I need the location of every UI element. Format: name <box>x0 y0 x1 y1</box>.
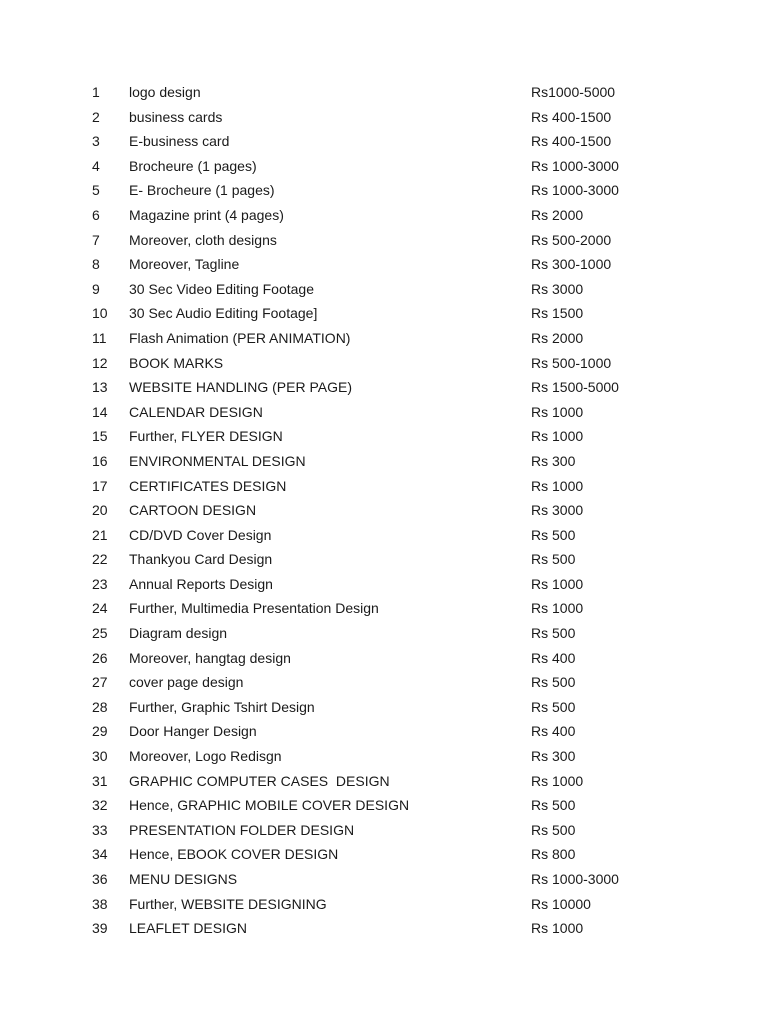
item-number: 28 <box>92 698 108 715</box>
list-item <box>0 328 768 353</box>
item-number: 32 <box>92 797 108 814</box>
list-item <box>0 402 768 427</box>
item-description: Further, WEBSITE DESIGNING <box>129 895 327 912</box>
item-description: Hence, EBOOK COVER DESIGN <box>129 846 339 863</box>
item-price: Rs 500-2000 <box>531 231 612 248</box>
item-price: Rs 1000 <box>531 428 584 445</box>
list-item <box>0 82 768 107</box>
list-item <box>0 648 768 673</box>
item-price: Rs 800 <box>531 846 576 863</box>
item-number: 21 <box>92 526 108 543</box>
item-price: Rs 1000 <box>531 575 584 592</box>
item-description: CARTOON DESIGN <box>129 502 257 519</box>
item-description: ENVIRONMENTAL DESIGN <box>129 452 306 469</box>
item-description: Brocheure (1 pages) <box>129 157 257 174</box>
list-item <box>0 426 768 451</box>
item-number: 20 <box>92 502 108 519</box>
item-price: Rs 500 <box>531 526 576 543</box>
item-description: Further, Graphic Tshirt Design <box>129 698 315 715</box>
item-description: Further, Multimedia Presentation Design <box>129 600 379 617</box>
list-item <box>0 107 768 132</box>
item-number: 5 <box>92 182 100 199</box>
item-number: 3 <box>92 133 100 150</box>
list-item <box>0 525 768 550</box>
list-item <box>0 746 768 771</box>
item-price: Rs 400-1500 <box>531 108 612 125</box>
item-description: MENU DESIGNS <box>129 871 238 887</box>
item-description: E-business card <box>129 133 230 150</box>
list-item <box>0 476 768 501</box>
list-item <box>0 303 768 328</box>
item-price: Rs 400 <box>531 649 576 666</box>
item-description: E- Brocheure (1 pages) <box>129 182 275 199</box>
item-number: 23 <box>92 575 108 592</box>
item-description: Magazine print (4 pages) <box>129 206 284 223</box>
item-price: Rs 2000 <box>531 206 584 223</box>
item-number: 11 <box>92 329 107 346</box>
item-price: Rs 500 <box>531 821 576 838</box>
item-description: PRESENTATION FOLDER DESIGN <box>129 821 355 838</box>
item-number: 36 <box>92 871 108 887</box>
list-item <box>0 230 768 255</box>
item-description: BOOK MARKS <box>129 354 224 371</box>
list-item <box>0 574 768 599</box>
item-number: 12 <box>92 354 108 371</box>
item-description: Door Hanger Design <box>129 723 257 740</box>
item-price: Rs 500-1000 <box>531 354 612 371</box>
list-item <box>0 844 768 869</box>
item-number: 29 <box>92 723 108 740</box>
item-number: 30 <box>92 748 108 765</box>
item-description: Moreover, cloth designs <box>129 231 277 248</box>
item-price: Rs 500 <box>531 551 576 568</box>
list-item <box>0 598 768 623</box>
item-price: Rs 300-1000 <box>531 256 612 273</box>
item-price: Rs 500 <box>531 625 576 642</box>
list-item <box>0 771 768 796</box>
item-price: Rs 500 <box>531 674 576 691</box>
item-description: cover page design <box>129 674 244 691</box>
item-description: Hence, GRAPHIC MOBILE COVER DESIGN <box>129 797 410 814</box>
item-number: 8 <box>92 256 100 273</box>
item-price: Rs 1500-5000 <box>531 379 619 396</box>
item-price: Rs 500 <box>531 698 576 715</box>
item-description: CERTIFICATES DESIGN <box>129 477 287 494</box>
list-item <box>0 279 768 304</box>
item-description: 30 Sec Audio Editing Footage] <box>129 305 318 322</box>
item-price: Rs 1000 <box>531 600 584 617</box>
item-number: 15 <box>92 428 108 445</box>
list-item <box>0 721 768 746</box>
list-item <box>0 820 768 845</box>
item-number: 6 <box>92 206 100 223</box>
item-number: 1 <box>92 84 100 100</box>
list-item <box>0 672 768 697</box>
item-number: 14 <box>92 403 108 420</box>
item-number: 31 <box>92 772 108 789</box>
item-price: Rs 300 <box>531 748 576 765</box>
item-number: 4 <box>92 157 100 174</box>
item-price: Rs 1000 <box>531 772 584 789</box>
item-price: Rs1000-5000 <box>531 84 616 100</box>
item-price: Rs 1000-3000 <box>531 157 619 174</box>
item-description: Further, FLYER DESIGN <box>129 428 283 445</box>
item-description: LEAFLET DESIGN <box>129 920 248 937</box>
item-price: Rs 2000 <box>531 329 584 346</box>
item-description: Flash Animation (PER ANIMATION) <box>129 329 351 346</box>
item-number: 33 <box>92 821 108 838</box>
list-item <box>0 180 768 205</box>
list-item <box>0 131 768 156</box>
item-price: Rs 1000 <box>531 477 584 494</box>
item-price: Rs 1000-3000 <box>531 182 619 199</box>
item-number: 2 <box>92 108 100 125</box>
list-item <box>0 623 768 648</box>
item-description: Diagram design <box>129 625 228 642</box>
item-price: Rs 500 <box>531 797 576 814</box>
list-item <box>0 205 768 230</box>
item-description: WEBSITE HANDLING (PER PAGE) <box>129 379 352 396</box>
list-item <box>0 353 768 378</box>
item-number: 22 <box>92 551 108 568</box>
item-number: 17 <box>92 477 108 494</box>
item-number: 26 <box>92 649 108 666</box>
item-price: Rs 400 <box>531 723 576 740</box>
item-description: logo design <box>129 84 201 100</box>
list-item <box>0 377 768 402</box>
item-price: Rs 400-1500 <box>531 133 612 150</box>
price-list <box>0 82 768 943</box>
list-item <box>0 869 768 894</box>
list-item <box>0 918 768 943</box>
item-number: 9 <box>92 280 100 297</box>
item-price: Rs 3000 <box>531 502 584 519</box>
item-price: Rs 300 <box>531 452 576 469</box>
item-description: 30 Sec Video Editing Footage <box>129 280 314 297</box>
item-description: CD/DVD Cover Design <box>129 526 272 543</box>
list-item <box>0 254 768 279</box>
item-number: 7 <box>92 231 100 248</box>
list-item <box>0 697 768 722</box>
item-description: Annual Reports Design <box>129 575 273 592</box>
item-description: GRAPHIC COMPUTER CASES DESIGN <box>129 772 390 789</box>
item-number: 25 <box>92 625 108 642</box>
item-number: 16 <box>92 452 108 469</box>
list-item <box>0 156 768 181</box>
item-price: Rs 1000-3000 <box>531 871 619 887</box>
item-number: 39 <box>92 920 108 937</box>
item-description: Moreover, Logo Redisgn <box>129 748 282 765</box>
item-description: business cards <box>129 108 223 125</box>
item-description: Thankyou Card Design <box>129 551 273 568</box>
item-price: Rs 1500 <box>531 305 584 322</box>
item-number: 24 <box>92 600 108 617</box>
list-item <box>0 795 768 820</box>
item-price: Rs 3000 <box>531 280 584 297</box>
item-price: Rs 1000 <box>531 920 584 937</box>
item-number: 27 <box>92 674 108 691</box>
item-number: 38 <box>92 895 108 912</box>
item-number: 34 <box>92 846 108 863</box>
item-description: Moreover, hangtag design <box>129 649 291 666</box>
list-item <box>0 894 768 919</box>
list-item <box>0 451 768 476</box>
item-description: CALENDAR DESIGN <box>129 403 263 420</box>
item-price: Rs 1000 <box>531 403 584 420</box>
item-number: 13 <box>92 379 108 396</box>
item-price: Rs 10000 <box>531 895 591 912</box>
item-number: 10 <box>92 305 108 322</box>
item-description: Moreover, Tagline <box>129 256 240 273</box>
list-item <box>0 500 768 525</box>
list-item <box>0 549 768 574</box>
